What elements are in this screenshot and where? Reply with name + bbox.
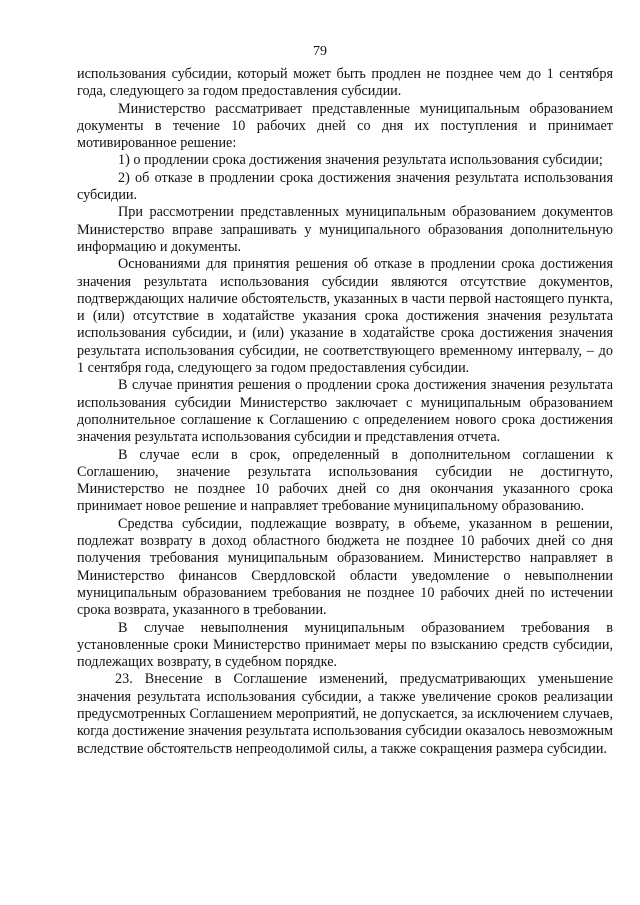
paragraph-extension-agreement: В случае принятия решения о продлении срока достижения значения результата использования субсидии Министерство заключает с муниципальным образованием дополнительное соглашение к Соглашению с определением нового срока достижения значения результата использования субсидии и представления отчета. (77, 377, 613, 446)
document-body (77, 66, 613, 758)
paragraph-option-extend: 1) о продлении срока достижения значения результата использования субсидии; (118, 152, 603, 169)
page-number: 79 (313, 44, 327, 59)
paragraph-refusal-grounds: Основаниями для принятия решения об отказе в продлении срока достижения значения результата использования субсидии являются отсутствие документов, подтверждающих наличие обстоятельств, указанных в части первой настоящего пункта, и (или) отсутствие в ходатайстве указания срока достижения значения результата использования субсидии, и (или) указание в ходатайстве срока достижения значения результата использования субсидии, не соответствующего временному интервалу, – до 1 сентября года, следующего за годом предоставления субсидии. (77, 256, 613, 377)
paragraph-not-achieved: В случае если в срок, определенный в дополнительном соглашении к Соглашению, значение результата использования субсидии не достигнуто, Министерство не позднее 10 рабочих дней со дня окончания указанного срока принимает новое решение и направляет требование муниципальному образованию. (77, 446, 613, 515)
paragraph-recovery: В случае невыполнения муниципальным образованием требования в установленные сроки Министерство принимает меры по взысканию средств субсидии, подлежащих возврату, в судебном порядке. (77, 619, 613, 671)
paragraph-request-info: При рассмотрении представленных муниципальным образованием документов Министерство вправе запрашивать у муниципального образования дополнительную информацию и документы. (77, 204, 613, 255)
paragraph-clause-23: 23. Внесение в Соглашение изменений, предусматривающих уменьшение значения результата использования субсидии, а также увеличение сроков реализации предусмотренных Соглашением мероприятий, не допускается, за исключением случаев, когда достижение значения результата использования субсидии оказалось невозможным вследствие обстоятельств непреодолимой силы, а также сокращения размера субсидии. (77, 671, 613, 757)
paragraph-refund-terms: Средства субсидии, подлежащие возврату, в объеме, указанном в решении, подлежат возврату в доход областного бюджета не позднее 10 рабочих дней со дня получения требования муниципальным образованием. Министерство направляет в Министерство финансов Свердловской области уведомление о невыполнении муниципальным образованием требования не позднее 10 рабочих дней по истечении срока возврата, указанного в требовании. (77, 515, 613, 619)
paragraph-option-refuse: 2) об отказе в продлении срока достижения значения результата использования субсидии. (77, 169, 613, 204)
paragraph-continuation: использования субсидии, который может быть продлен не позднее чем до 1 сентября года, следующего за годом предоставления субсидии. (77, 66, 613, 100)
paragraph-ministry-review: Министерство рассматривает представленные муниципальным образованием документы в течение 10 рабочих дней со дня их поступления и принимает мотивированное решение: (77, 100, 613, 152)
